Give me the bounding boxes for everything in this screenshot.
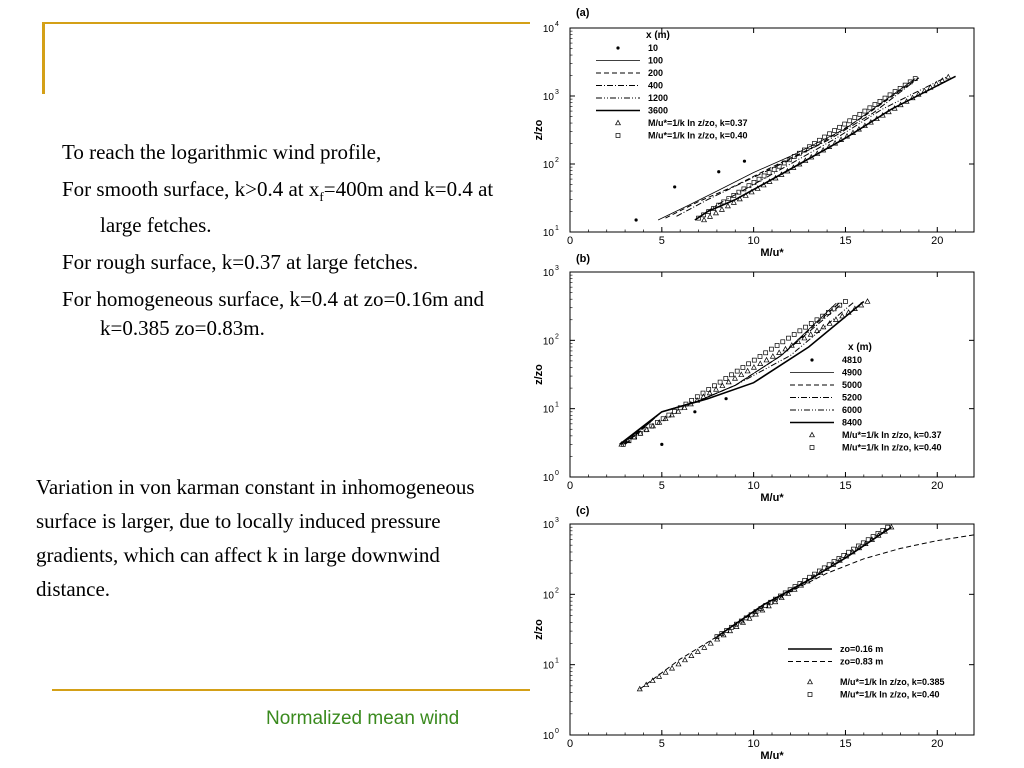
marker-square [858,112,862,116]
x-tick-label: 20 [931,738,944,750]
marker-square [735,369,739,373]
x-tick-label: 10 [747,480,760,492]
marker-square [762,174,766,178]
y-tick-exponent: 1 [555,225,559,232]
marker-triangle [865,299,870,303]
marker-triangle [663,670,668,674]
marker-triangle [758,361,763,365]
y-tick-exponent: 3 [555,89,559,96]
marker-triangle [676,662,681,666]
plot-frame [570,524,974,735]
figure-panels [528,0,1024,768]
bullet-text: For homogeneous surface, k=0.4 at zo=0.16m and k=0.385 zo=0.83m. [62,287,485,341]
legend-entry: 3600 [648,105,669,116]
marker-square [786,336,790,340]
x-axis-label: M/u* [760,247,784,259]
series-point [693,410,696,413]
marker-square [843,300,847,304]
marker-triangle [777,350,782,354]
marker-triangle [708,214,713,218]
legend-title: x (m) [646,30,670,41]
y-tick-label: 10 [542,520,554,531]
y-tick-exponent: 1 [555,401,559,409]
y-axis-label: z/zo [533,119,545,141]
series-point [743,160,746,163]
marker-square [741,365,745,369]
legend [790,342,942,453]
legend-marker [616,134,620,138]
series-point [635,218,638,221]
marker-square [843,122,847,126]
legend-swatch [810,358,813,361]
marker-triangle [840,314,845,318]
y-tick-exponent: 0 [555,470,559,477]
y-tick-label: 10 [542,660,554,672]
x-tick-label: 20 [931,480,944,492]
body-paragraph: Variation in von karman constant in inhomogeneous surface is larger, due to locally induced pressure gradients, which can affect k in large downwind distance. [36,475,475,601]
y-tick-label: 10 [542,731,554,742]
marker-square [752,358,756,362]
marker-square [730,373,734,377]
y-axis-label: z/zo [533,364,545,385]
marker-square [747,362,751,366]
legend-marker [616,120,621,124]
y-tick-label: 10 [542,404,554,416]
legend-marker [810,432,815,436]
marker-square [747,184,751,188]
y-tick-label: 10 [542,92,554,103]
marker-square [838,125,842,129]
chart-panel [533,253,974,504]
bullet-item [62,175,512,240]
marker-square [792,332,796,336]
bullet-text: For smooth surface, k>0.4 at x [62,177,320,201]
x-tick-label: 5 [658,738,665,750]
legend-swatch [616,46,619,49]
legend-entry: M/u*=1/k ln z/zo, k=0.37 [648,118,748,128]
y-tick-exponent: 3 [555,517,559,524]
panel-label: (a) [576,7,590,19]
footer-title: Normalized mean wind [266,708,460,729]
accent-vertical-line [42,22,45,94]
x-tick-label: 15 [839,738,852,750]
bullet-text: To reach the logarithmic wind profile, [62,140,382,164]
x-tick-label: 20 [931,235,944,247]
legend-marker [810,446,814,450]
legend-entry: 10 [648,43,659,53]
series-point [717,170,720,173]
marker-triangle [714,210,719,214]
marker-square [873,103,877,107]
y-tick-label: 10 [542,228,554,239]
chart-panel [533,505,974,762]
accent-top-line [42,22,530,24]
marker-square [718,380,722,384]
marker-triangle [783,347,788,351]
marker-square [764,351,768,355]
legend-marker [808,679,813,683]
marker-triangle [764,358,769,362]
marker-triangle [657,674,662,678]
chart-panel [533,7,974,259]
legend-entry: M/u*=1/k ln z/zo, k=0.40 [648,130,748,141]
panel-label: (b) [576,253,591,265]
marker-triangle [739,372,744,376]
marker-square [690,398,694,402]
x-tick-label: 5 [658,480,665,492]
marker-square [828,132,832,136]
marker-triangle [683,657,688,661]
y-tick-exponent: 2 [555,157,559,164]
marker-square [853,116,857,120]
marker-square [809,321,813,325]
y-tick-label: 10 [542,160,554,171]
legend-entry: 5200 [842,392,863,403]
legend-entry: M/u*=1/k ln z/zo, k=0.385 [840,677,945,687]
legend-entry: 4810 [842,355,863,365]
marker-square [863,109,867,113]
marker-square [833,129,837,133]
series-point [660,443,663,446]
marker-triangle [815,328,820,332]
marker-square [781,340,785,344]
marker-square [757,177,761,181]
x-tick-label: 0 [566,738,574,750]
marker-triangle [946,74,951,78]
legend-entry: 400 [648,80,664,91]
y-tick-exponent: 3 [555,265,559,272]
legend-entry: 1200 [648,93,669,103]
legend-entry: 5000 [842,380,863,390]
y-tick-label: 10 [542,336,554,348]
y-tick-label: 10 [542,473,554,484]
marker-square [798,329,802,333]
legend-entry: M/u*=1/k ln z/zo, k=0.40 [842,442,942,453]
marker-triangle [670,666,675,670]
x-tick-label: 15 [839,480,852,492]
marker-triangle [752,365,757,369]
x-axis-label: M/u* [760,750,784,762]
legend-entry: 6000 [842,405,863,415]
bullet-item [62,285,512,343]
marker-square [758,354,762,358]
marker-square [775,343,779,347]
y-tick-exponent: 4 [555,21,559,28]
marker-square [769,347,773,351]
legend-entry: M/u*=1/k ln z/zo, k=0.37 [842,430,942,440]
marker-triangle [834,317,839,321]
marker-triangle [934,81,939,85]
legend-entry: 200 [648,68,664,78]
x-tick-label: 0 [566,480,574,492]
x-tick-label: 0 [566,235,574,247]
accent-bottom-line [52,689,530,691]
marker-square [767,171,771,175]
marker-triangle [702,217,707,221]
series-line [695,76,956,220]
y-tick-label: 10 [542,24,554,35]
legend [788,644,945,700]
marker-square [868,106,872,110]
legend-entry: zo=0.16 m [840,644,884,654]
series-line [640,535,974,689]
marker-triangle [770,354,775,358]
legend [596,30,748,141]
marker-square [724,376,728,380]
marker-triangle [745,369,750,373]
series-line [695,77,947,220]
bullet-item [62,138,512,167]
panel-label: (c) [576,505,590,517]
y-tick-exponent: 0 [555,728,559,735]
bullet-list [62,138,512,351]
plot-frame [570,28,974,232]
marker-square [848,119,852,123]
y-tick-exponent: 2 [555,587,559,595]
legend-entry: zo=0.83 m [840,656,884,667]
series-line [658,79,915,220]
series-point [724,397,727,400]
bullet-text-continued: =400m and k=0.4 at large fetches. [100,177,494,238]
legend-entry: 4900 [842,367,863,378]
x-axis-label: M/u* [760,492,784,504]
y-tick-exponent: 1 [555,657,559,665]
series-point [673,185,676,188]
x-tick-label: 5 [658,235,665,247]
bullet-subscript: f [319,189,324,205]
x-tick-label: 15 [839,235,852,247]
legend-entry: M/u*=1/k ln z/zo, k=0.40 [840,689,940,700]
marker-triangle [689,653,694,657]
marker-triangle [808,332,813,336]
legend-title: x (m) [848,342,872,353]
legend-marker [808,693,812,697]
marker-triangle [720,207,725,211]
y-axis-label: z/zo [533,619,545,640]
y-tick-label: 10 [542,590,554,602]
y-tick-exponent: 2 [555,333,559,341]
marker-square [804,325,808,329]
legend-entry: 8400 [842,417,863,428]
bullet-item [62,248,512,277]
x-tick-label: 10 [747,235,760,247]
legend-entry: 100 [648,55,664,66]
bullet-text: For rough surface, k=0.37 at large fetches. [62,250,419,275]
x-tick-label: 10 [747,738,760,750]
y-tick-label: 10 [542,268,554,279]
